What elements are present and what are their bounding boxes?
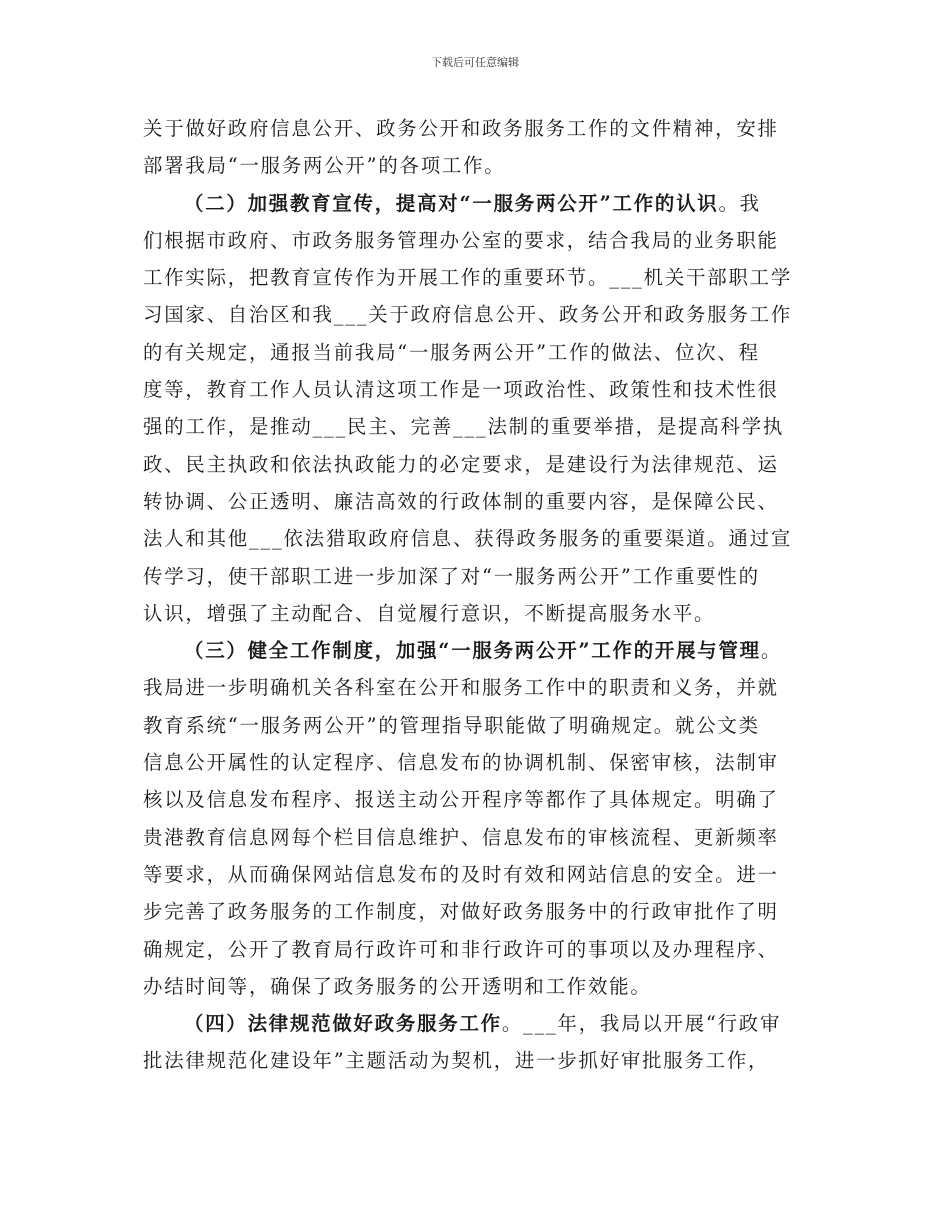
text-line: 转协调、公正透明、廉洁高效的行政体制的重要内容，是保障公民、 <box>143 489 779 513</box>
text-line: 等要求，从而确保网站信息发布的及时有效和网站信息的安全。进一 <box>143 862 779 886</box>
text-line: 法人和其他___依法猎取政府信息、获得政务服务的重要渠道。通过宣 <box>143 527 793 551</box>
text-line: 认识，增强了主动配合、自觉履行意识，不断提高服务水平。 <box>143 601 716 625</box>
text-line: 的有关规定，通报当前我局“一服务两公开”工作的做法、位次、程 <box>143 340 760 364</box>
text-line: 贵港教育信息网每个栏目信息维护、信息发布的审核流程、更新频率 <box>143 825 779 849</box>
text-line: 传学习，使干部职工进一步加深了对“一服务两公开”工作重要性的 <box>143 564 760 588</box>
text-line: 教育系统“一服务两公开”的管理指导职能做了明确规定。就公文类 <box>143 713 760 737</box>
text-line: 办结时间等，确保了政务服务的公开透明和工作效能。 <box>143 974 652 998</box>
text-line: 政、民主执政和依法执政能力的必定要求，是建设行为法律规范、运 <box>143 452 779 476</box>
section-heading-line <box>143 1005 811 1042</box>
text-line: 核以及信息发布程序、报送主动公开程序等都作了具体规定。明确了 <box>143 788 779 812</box>
text-line: 批法律规范化建设年”主题活动为契机，进一步抓好审批服务工作， <box>143 1049 770 1073</box>
text-run: 。 <box>760 639 783 663</box>
text-run: 。我 <box>718 191 761 215</box>
text-line: 习国家、自治区和我___关于政府信息公开、政务公开和政务服务工作 <box>143 303 793 327</box>
text-line: 们根据市政府、市政务服务管理办公室的要求，结合我局的业务职能 <box>143 228 779 252</box>
text-line: 度等，教育工作人员认清这项工作是一项政治性、政策性和技术性很 <box>143 378 779 402</box>
section-heading: （四）法律规范做好政务服务工作 <box>184 1012 502 1036</box>
text-line: 我局进一步明确机关各科室在公开和服务工作中的职责和义务，并就 <box>143 676 779 700</box>
text-line: 信息公开属性的认定程序、信息发布的协调机制、保密审核，法制审 <box>143 751 779 775</box>
section-heading-line <box>143 185 811 222</box>
text-line: 步完善了政务服务的工作制度，对做好政务服务中的行政审批作了明 <box>143 900 779 924</box>
section-heading-line <box>143 632 811 669</box>
text-line: 强的工作，是推动___民主、完善___法制的重要举措，是提高科学执 <box>143 415 785 439</box>
page-header: 下载后可任意编辑 <box>431 56 519 69</box>
text-line: 部署我局“一服务两公开”的各项工作。 <box>143 154 506 178</box>
text-line: 确规定，公开了教育局行政许可和非行政许可的事项以及办理程序、 <box>143 937 779 961</box>
text-line: 关于做好政府信息公开、政务公开和政务服务工作的文件精神，安排 <box>143 117 779 140</box>
section-heading: （二）加强教育宣传，提高对“一服务两公开”工作的认识 <box>184 191 719 215</box>
section-heading: （三）健全工作制度，加强“一服务两公开”工作的开展与管理 <box>184 639 761 663</box>
text-run: 。___年，我局以开展“行政审 <box>501 1012 782 1036</box>
text-line: 工作实际，把教育宣传作为开展工作的重要环节。___机关干部职工学 <box>143 266 793 290</box>
document-body <box>143 110 811 1080</box>
